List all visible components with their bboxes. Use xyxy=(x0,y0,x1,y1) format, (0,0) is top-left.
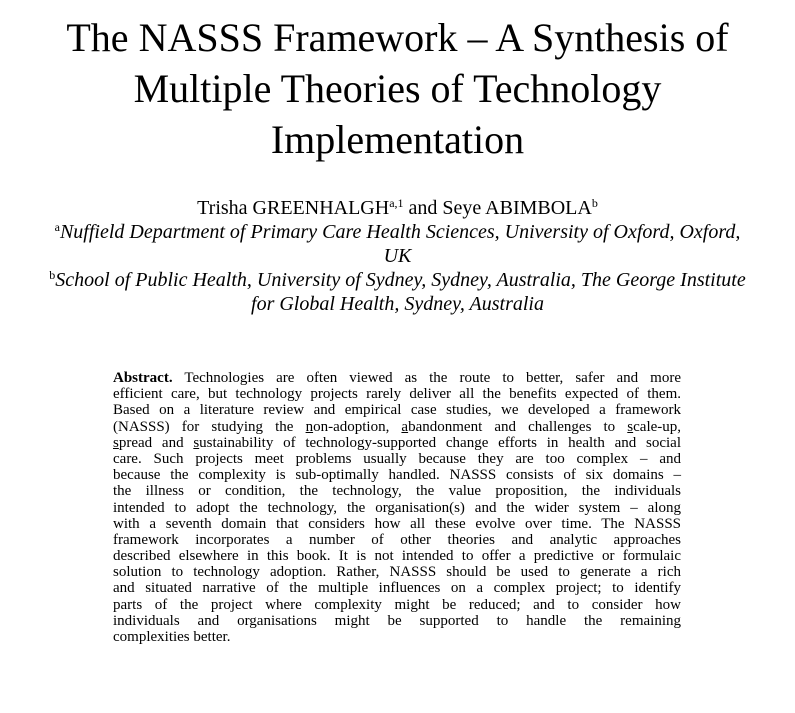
title-line: Multiple Theories of Technology xyxy=(133,66,662,111)
affiliation-marker: a xyxy=(54,220,60,234)
author-name: and Seye ABIMBOLA xyxy=(403,197,592,219)
author-superscript: b xyxy=(591,196,598,210)
abstract-line: and situated narrative of the multiple influences on a complex project; to identify xyxy=(113,580,681,597)
affiliation-text: School of Public Health, University of Sydney, Sydney, Australia, The George Institute xyxy=(55,269,746,291)
abstract-line: described elsewhere in this book. It is not intended to offer a predictive or formulaic xyxy=(113,548,681,565)
abstract-label: Abstract. xyxy=(113,370,173,386)
abstract-line: efficient care, but technology projects rarely deliver all the benefits expected of them. xyxy=(113,386,681,403)
affiliation-text: for Global Health, Sydney, Australia xyxy=(251,293,544,315)
abstract-line: because the complexity is sub-optimally handled. NASSS consists of six domains – xyxy=(113,467,681,484)
abstract-line: Abstract. Technologies are often viewed as the route to better, safer and more xyxy=(113,370,681,386)
title-line: The NASSS Framework – A Synthesis of xyxy=(66,15,729,60)
abstract-line: individuals and organisations might be supported to handle the remaining xyxy=(113,612,681,629)
abstract-line: (NASSS) for studying the non-adoption, abandonment and challenges to scale-up, xyxy=(113,418,682,435)
affiliation-text: Nuffield Department of Primary Care Health Sciences, University of Oxford, Oxford, xyxy=(59,221,741,243)
abstract-line: solution to technology adoption. Rather, NASSS should be used to generate a rich xyxy=(113,564,681,581)
paper-title xyxy=(20,12,775,165)
affiliation-marker: b xyxy=(49,268,56,282)
abstract-line: spread and sustainability of technology-supported change efforts in health and social xyxy=(113,434,681,451)
abstract-line: care. Such projects meet problems usually because they are too complex – and xyxy=(113,450,681,467)
abstract-line: intended to adopt the technology, the organisation(s) and the wider system – along xyxy=(113,499,681,516)
author-name: Trisha GREENHALGH xyxy=(197,197,390,219)
affiliation-text: UK xyxy=(383,245,412,267)
author-superscript: a,1 xyxy=(389,196,404,210)
author-list xyxy=(0,196,795,220)
abstract-line: complexities better. xyxy=(113,629,231,645)
abstract-line: with a seventh domain that considers how all these evolve over time. The NASSS xyxy=(113,515,681,532)
abstract-line: framework incorporates a number of other theories and analytic approaches xyxy=(113,531,681,548)
abstract-line: parts of the project where complexity might be reduced; and to consider how xyxy=(113,596,681,613)
affiliation-a xyxy=(20,220,775,268)
abstract-line: the illness or condition, the technology, the value proposition, the individuals xyxy=(113,483,681,500)
affiliation-b xyxy=(20,268,775,316)
title-line: Implementation xyxy=(270,117,525,162)
abstract-line: Based on a literature review and empirical case studies, we developed a framework xyxy=(113,402,681,419)
abstract xyxy=(113,370,681,645)
